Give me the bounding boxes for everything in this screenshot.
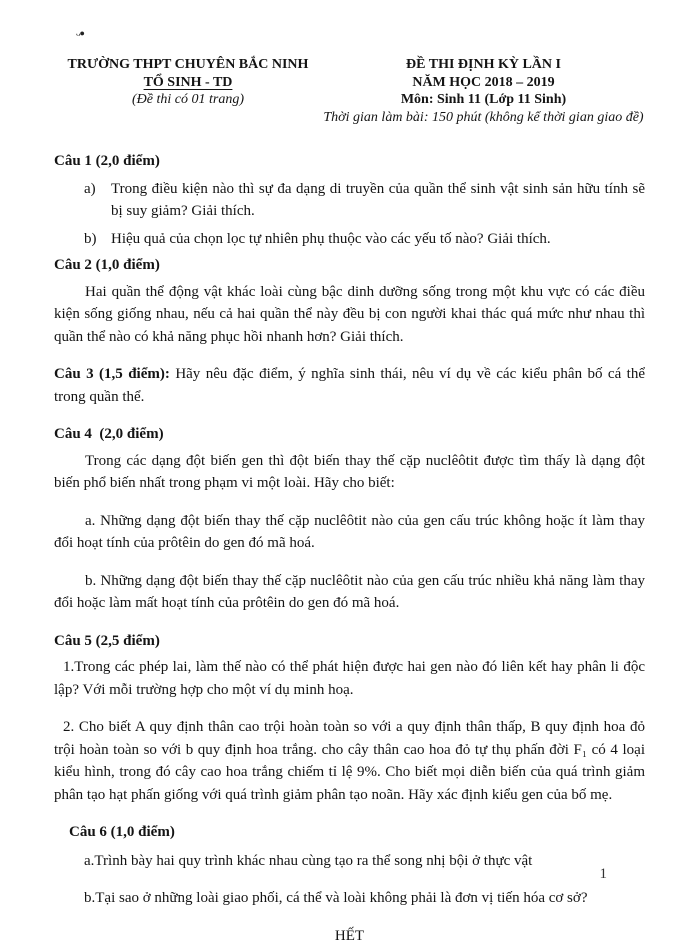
item-text: Hiệu quả của chọn lọc tự nhiên phụ thuộc vào các yếu tố nào? Giải thích. xyxy=(111,228,645,251)
question-5-part-1: 1.Trong các phép lai, làm thế nào có thể phát hiện được hai gen nào đó liên kết hay phân li độc lập? Với mỗi trường hợp cho một ví dụ minh hoạ. xyxy=(54,656,645,701)
duration-note: Thời gian làm bài: 150 phút (không kể thời gian giao đề) xyxy=(322,109,645,127)
question-3-title: Câu 3 (1,5 điểm): xyxy=(54,366,170,382)
school-year: NĂM HỌC 2018 – 2019 xyxy=(322,74,645,92)
question-4-intro: Trong các dạng đột biến gen thì đột biến thay thế cặp nuclêôtit được tìm thấy là dạng đột biến phổ biến nhất trong phạm vi một loài. Hãy cho biết: xyxy=(54,450,645,495)
question-6 xyxy=(54,821,645,910)
question-2-title: Câu 2 (1,0 điểm) xyxy=(54,254,645,277)
question-3 xyxy=(54,363,645,408)
department-name xyxy=(54,74,322,92)
end-of-exam-marker: HẾT xyxy=(54,925,645,947)
page-count-note: (Đề thi có 01 trang) xyxy=(54,91,322,109)
item-marker: b) xyxy=(84,228,111,251)
question-5 xyxy=(54,630,645,807)
school-block xyxy=(54,56,322,109)
question-6-item-a: a.Trình bày hai quy trình khác nhau cùng tạo ra thể song nhị bội ở thực vật xyxy=(54,850,645,873)
item-marker: a) xyxy=(84,178,111,223)
school-name: TRƯỜNG THPT CHUYÊN BẮC NINH xyxy=(54,56,322,74)
question-6-title: Câu 6 (1,0 điểm) xyxy=(54,821,645,844)
exam-title-block xyxy=(322,56,645,126)
question-4-title: Câu 4 (2,0 điểm) xyxy=(54,423,645,446)
exam-title: ĐỀ THI ĐỊNH KỲ LẦN I xyxy=(322,56,645,74)
question-2-body: Hai quần thể động vật khác loài cùng bậc dinh dưỡng sống trong một khu vực có các điều kiện sống giống nhau, nếu cả hai quần thể này đều bị con người khai thác quá mức như nhau thì quần thể nào có khả năng phục hồi nhanh hơn? Giải thích. xyxy=(54,281,645,349)
question-2 xyxy=(54,254,645,348)
item-text: Trong điều kiện nào thì sự đa dạng di truyền của quần thể sinh vật sinh sản hữu tính sẽ bị suy giảm? Giải thích. xyxy=(111,178,645,223)
question-1-title: Câu 1 (2,0 điểm) xyxy=(54,150,645,173)
question-1 xyxy=(54,150,645,250)
question-3-body xyxy=(54,363,645,408)
page-number: 1 xyxy=(600,866,608,883)
question-6-item-b: b.Tại sao ở những loài giao phối, cá thể và loài không phải là đơn vị tiến hóa cơ sở? xyxy=(54,887,645,910)
question-1-item-a xyxy=(54,178,645,223)
question-4-item-b: b. Những dạng đột biến thay thế cặp nuclêôtit nào của gen cấu trúc nhiều khả năng làm thay đổi hoặc làm mất hoạt tính của prôtêin do gen đó mã hoá. xyxy=(54,570,645,615)
question-1-item-b xyxy=(54,228,645,251)
department-name-text: TỔ SINH - TD xyxy=(144,75,233,90)
exam-body xyxy=(54,150,645,947)
question-4 xyxy=(54,423,645,615)
scan-artifact-mark: ᴗ● xyxy=(76,28,84,38)
question-5-title: Câu 5 (2,5 điểm) xyxy=(54,630,645,653)
question-4-item-a: a. Những dạng đột biến thay thế cặp nuclêôtit nào của gen cấu trúc không hoặc ít làm thay đổi hoạt tính của prôtêin do gen đó mã hoá. xyxy=(54,510,645,555)
question-3-text: Hãy nêu đặc điểm, ý nghĩa sinh thái, nêu ví dụ về các kiểu phân bố cá thể trong quần thể. xyxy=(54,366,645,405)
exam-header xyxy=(54,56,645,126)
subject-line: Môn: Sinh 11 (Lớp 11 Sinh) xyxy=(322,91,645,109)
question-5-part-2: 2. Cho biết A quy định thân cao trội hoàn toàn so với a quy định thân thấp, B quy định hoa đỏ trội hoàn toàn so với b quy định hoa trắng. cho cây thân cao hoa đỏ tự thụ phấn đời F₁ có 4 loại kiểu hình, trong đó cây cao hoa trắng chiếm tỉ lệ 9%. Cho biết mọi diễn biến của quá trình giảm phân tạo hạt phấn giống với quá trình giảm phân tạo noãn. Hãy xác định kiểu gen của bố mẹ. xyxy=(54,716,645,806)
